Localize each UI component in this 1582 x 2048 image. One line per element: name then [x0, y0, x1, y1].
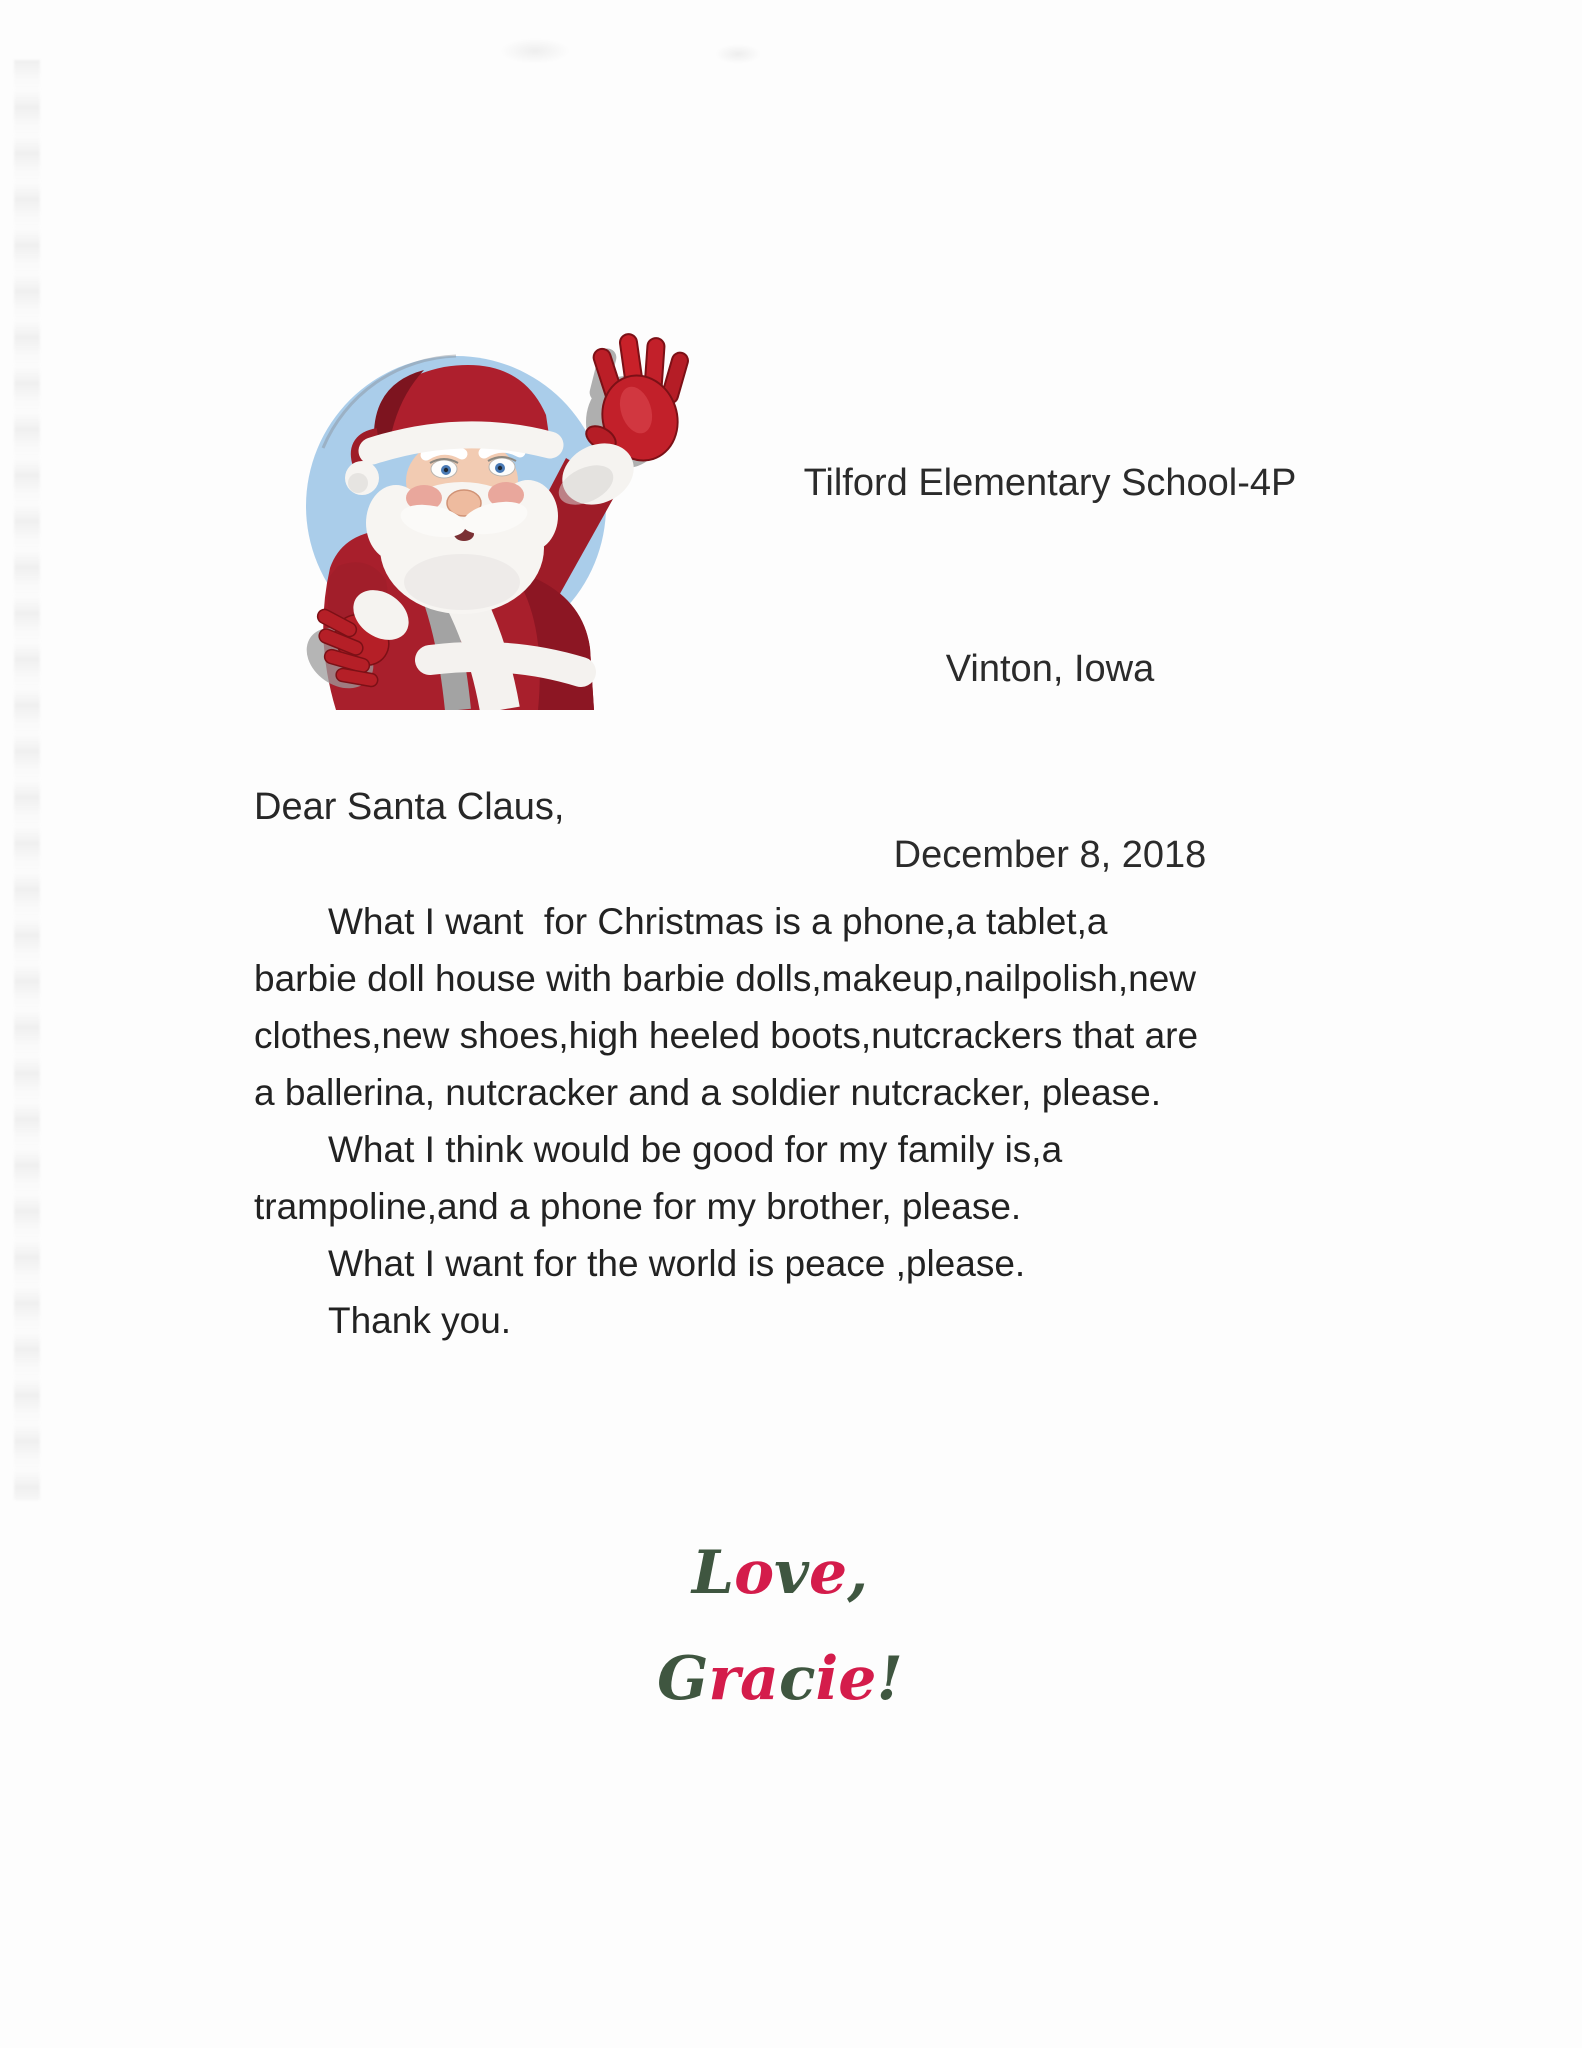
signature-letter: !: [876, 1644, 903, 1714]
scan-smudge: [500, 38, 570, 64]
signature-letter: v: [774, 1538, 809, 1608]
letterhead-date: December 8, 2018: [893, 834, 1207, 876]
signature-block: [580, 1520, 980, 1732]
signature-letter: ,: [847, 1538, 869, 1608]
letterhead-city: Vinton, Iowa: [945, 648, 1155, 690]
signature-letter: e: [838, 1644, 877, 1714]
letterhead-school: Tilford Elementary School-4P: [803, 462, 1297, 504]
signature-letter: G: [657, 1644, 709, 1714]
scan-smudge: [715, 44, 761, 64]
signature-letter: o: [734, 1538, 775, 1608]
letter-line: barbie doll house with barbie dolls,makeup,nailpolish,new: [254, 958, 1197, 999]
letter-line: What I want for Christmas is a phone,a tablet,a: [328, 901, 1108, 942]
signature-letter: r: [708, 1644, 741, 1714]
signature-love: [580, 1520, 980, 1626]
scan-artifact-left-edge: [14, 60, 40, 1500]
signature-name: [580, 1626, 980, 1732]
waving-santa-image: [278, 318, 708, 710]
letter-line: a ballerina, nutcracker and a soldier nutcracker, please.: [254, 1072, 1162, 1113]
letter-line: What I think would be good for my family is,a: [328, 1129, 1063, 1170]
letter-body: [254, 893, 1374, 1349]
signature-letter: i: [815, 1644, 839, 1714]
letter-line: What I want for the world is peace ,please.: [328, 1243, 1026, 1284]
salutation: Dear Santa Claus,: [254, 786, 565, 828]
santa-clipart-svg: [278, 318, 708, 710]
signature-letter: e: [809, 1538, 848, 1608]
letter-line: clothes,new shoes,high heeled boots,nutcrackers that are: [254, 1015, 1199, 1056]
letter-line: trampoline,and a phone for my brother, please.: [254, 1186, 1022, 1227]
signature-letter: a: [740, 1644, 779, 1714]
signature-letter: c: [778, 1644, 816, 1714]
signature-letter: L: [691, 1538, 735, 1608]
letter-line: Thank you.: [328, 1300, 512, 1341]
